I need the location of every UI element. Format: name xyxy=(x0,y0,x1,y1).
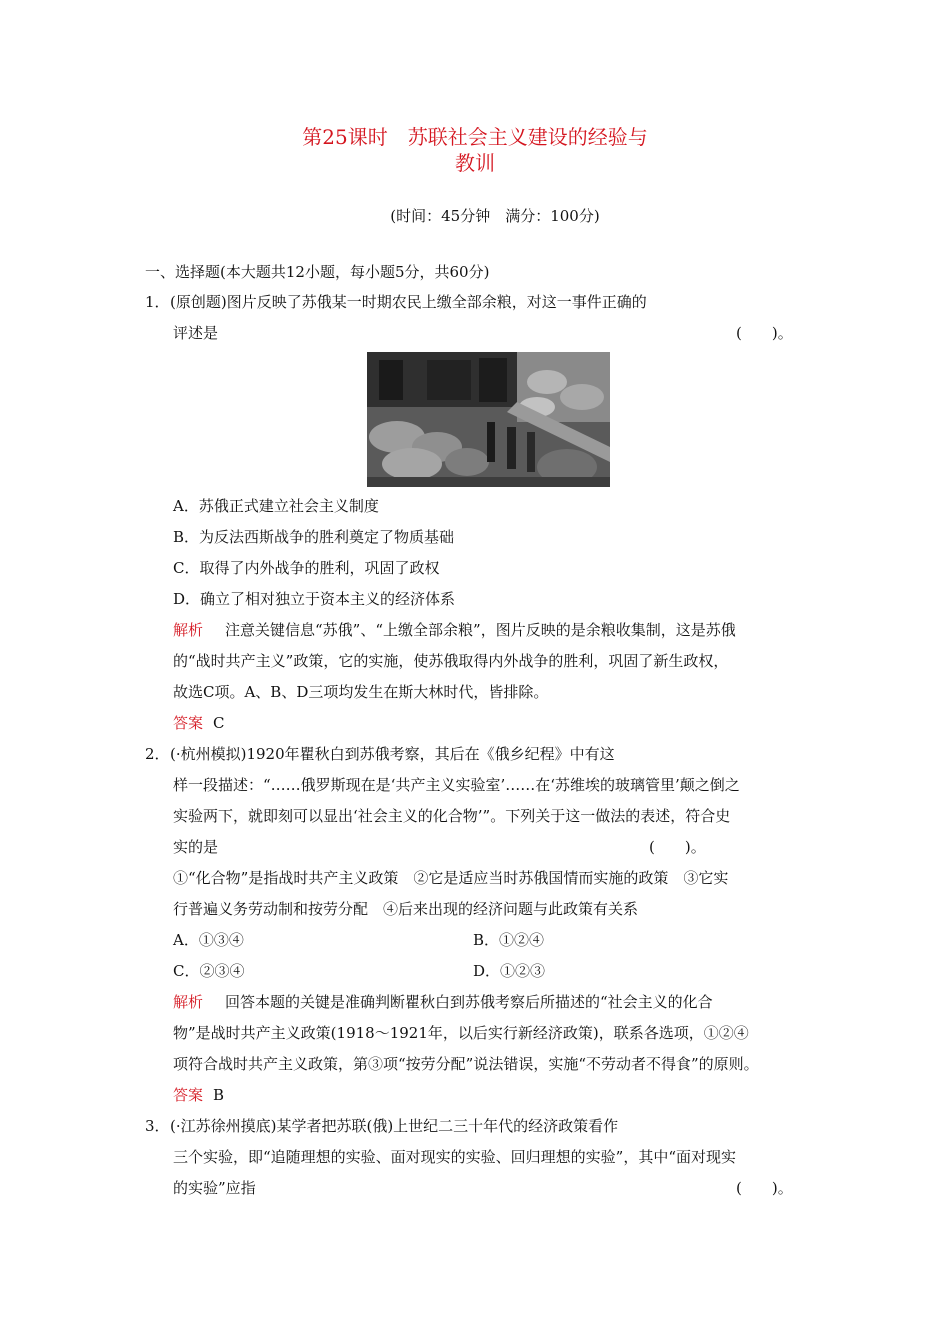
answer-value: B xyxy=(213,1086,225,1104)
answer-label: 答案 xyxy=(173,1086,204,1104)
option-a: A．①③④ xyxy=(173,931,244,949)
grain-train-photo-image xyxy=(367,352,610,487)
question-stem: 三个实验，即“追随理想的实验、面对现实的实验、回归理想的实验”，其中“面对现实 xyxy=(173,1148,737,1166)
answer-label: 答案 xyxy=(173,714,204,732)
analysis-text: 注意关键信息“苏俄”、“上缴全部余粮”，图片反映的是余粮收集制，这是苏俄 xyxy=(225,621,736,639)
analysis-paragraph xyxy=(173,620,736,640)
option-c: C．取得了内外战争的胜利，巩固了政权 xyxy=(173,559,440,577)
statement-items: 行普遍义务劳动制和按劳分配 ④后来出现的经济问题与此政策有关系 xyxy=(173,900,639,918)
analysis-text: 故选C项。A、B、D三项均发生在斯大林时代，皆排除。 xyxy=(173,683,549,701)
question-number: 2． xyxy=(145,745,170,763)
question-stem: 样一段描述：“……俄罗斯现在是‘共产主义实验室’……在‘苏维埃的玻璃管里’颠之倒之 xyxy=(173,776,740,794)
section-heading: 一、选择题(本大题共12小题，每小题5分，共60分) xyxy=(145,263,490,281)
option-b: B．为反法西斯战争的胜利奠定了物质基础 xyxy=(173,528,455,546)
question-stem: 实验两下，就即刻可以显出‘社会主义的化合物’”。下列关于这一做法的表述，符合史 xyxy=(173,807,731,825)
question-stem: 的实验”应指 xyxy=(173,1179,256,1197)
answer-value: C xyxy=(213,714,225,732)
question-stem: (·江苏徐州摸底)某学者把苏联(俄)上世纪二三十年代的经济政策看作 xyxy=(170,1117,619,1135)
page-subtitle: (时间：45分钟 满分：100分) xyxy=(390,207,600,225)
analysis-label: 解析 xyxy=(173,621,204,639)
option-a: A．苏俄正式建立社会主义制度 xyxy=(173,497,379,515)
question-number: 1． xyxy=(145,293,170,311)
answer-blank: ( )。 xyxy=(649,838,706,856)
option-b: B．①②④ xyxy=(473,931,545,949)
statement-items: ①“化合物”是指战时共产主义政策 ②它是适应当时苏俄国情而实施的政策 ③它实 xyxy=(173,869,729,887)
analysis-label: 解析 xyxy=(173,993,204,1011)
question-stem: (原创题)图片反映了苏俄某一时期农民上缴全部余粮，对这一事件正确的 xyxy=(170,293,647,311)
option-c: C．②③④ xyxy=(173,962,245,980)
answer-line xyxy=(173,713,225,733)
answer-blank: ( )。 xyxy=(736,1179,793,1197)
analysis-text: 物”是战时共产主义政策(1918～1921年，以后实行新经济政策)，联系各选项，①②④ xyxy=(173,1024,749,1042)
analysis-text: 项符合战时共产主义政策，第③项“按劳分配”说法错误，实施“不劳动者不得食”的原则。 xyxy=(173,1055,759,1073)
question-stem: (·杭州模拟)1920年瞿秋白到苏俄考察，其后在《俄乡纪程》中有这 xyxy=(170,745,615,763)
analysis-paragraph xyxy=(173,992,713,1012)
page-title-line1: 第25课时 苏联社会主义建设的经验与 xyxy=(302,125,648,149)
historical-photo xyxy=(367,352,610,487)
analysis-text: 的“战时共产主义”政策，它的实施，使苏俄取得内外战争的胜利，巩固了新生政权， xyxy=(173,652,729,670)
page-title-line2: 教训 xyxy=(455,151,495,175)
question-stem: 实的是 xyxy=(173,838,219,856)
answer-blank: ( )。 xyxy=(736,324,793,342)
analysis-text: 回答本题的关键是准确判断瞿秋白到苏俄考察后所描述的“社会主义的化合 xyxy=(225,993,713,1011)
question-number: 3． xyxy=(145,1117,170,1135)
option-d: D．确立了相对独立于资本主义的经济体系 xyxy=(173,590,456,608)
answer-line xyxy=(173,1085,224,1105)
option-d: D．①②③ xyxy=(473,962,546,980)
question-stem: 评述是 xyxy=(173,324,219,342)
